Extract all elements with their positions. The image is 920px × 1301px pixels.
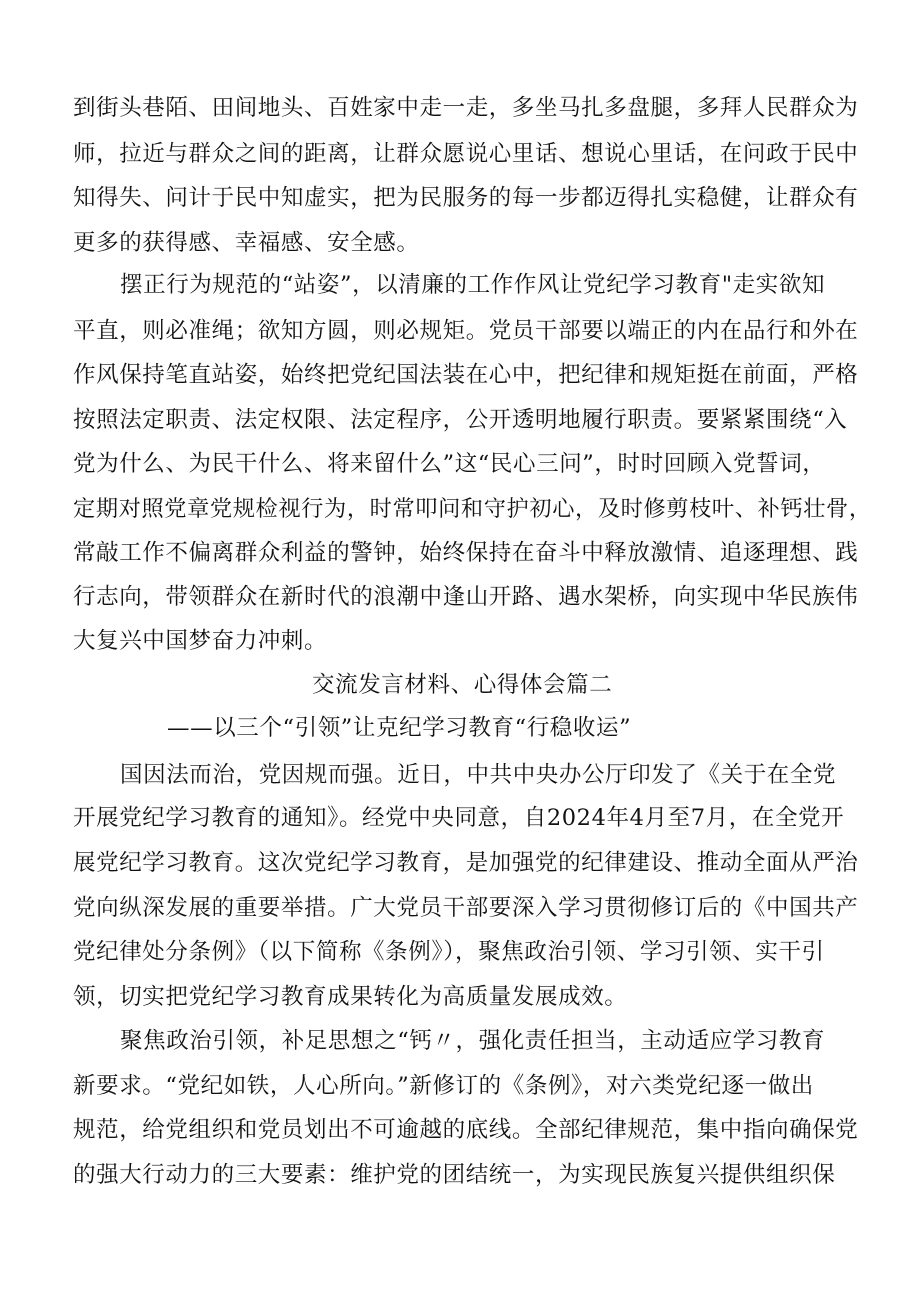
paragraph-2-line-9: 大复兴中国梦奋力冲刺。 (73, 628, 328, 654)
paragraph-4-line-4: 的强大行动力的三大要素：维护党的团结统一，为实现民族复兴提供组织保 (73, 1162, 836, 1188)
paragraph-2-line-8: 行志向，带领群众在新时代的浪潮中逢山开路、遇水架桥，向实现中华民族伟 (73, 584, 859, 610)
paragraph-3-line-2: 开展党纪学习教育的通知》。经党中央同意，自2024年4月至7月，在全党开 (73, 805, 845, 831)
paragraph-2-line-3: 作风保持笔直站姿，始终把党纪国法装在心中，把纪律和规矩挺在前面，严格 (73, 362, 859, 388)
paragraph-2-line-2: 平直，则必准绳；欲知方圆，则必规矩。党员干部要以端正的内在品行和外在 (73, 318, 859, 344)
section-subtitle: ——以三个“引领”让克纪学习教育“行稳收运” (167, 715, 632, 741)
paragraph-1-line-3: 知得失、问计于民中知虚实，把为民服务的每一步都迈得扎实稳健，让群众有 (73, 185, 859, 211)
paragraph-4-line-3: 规范，给党组织和党员划出不可逾越的底线。全部纪律规范，集中指向确保党 (73, 1117, 859, 1143)
paragraph-2-line-6: 定期对照党章党规检视行为，时常叩问和守护初心，及时修剪枝叶、补钙壮骨， (73, 496, 872, 522)
paragraph-1-line-1: 到街头巷陌、田间地头、百姓家中走一走，多坐马扎多盘腿，多拜人民群众为 (73, 95, 859, 121)
paragraph-2-line-5: 党为什么、为民干什么、将来留什么”这“民心三问”，时时回顾入党誓词， (73, 451, 826, 477)
paragraph-1-line-4: 更多的获得感、幸福感、安全感。 (73, 230, 420, 256)
section-title: 交流发言材料、心得体会篇二 (312, 672, 613, 698)
paragraph-3-line-6: 领，切实把党纪学习教育成果转化为高质量发展成效。 (73, 984, 628, 1010)
paragraph-2-line-4: 按照法定职责、法定权限、法定程序，公开透明地履行职责。要紧紧围绕“入 (73, 407, 848, 433)
paragraph-4-line-1: 聚焦政治引领，补足思想之“钙〃，强化责任担当，主动适应学习教育 (120, 1028, 826, 1054)
paragraph-2-line-1: 摆正行为规范的“站姿”，以清廉的工作作风让党纪学习教育"走实欲知 (120, 272, 826, 298)
paragraph-3-line-5: 党纪律处分条例》（以下简称《条例》），聚焦政治引领、学习引领、实干引 (73, 939, 825, 965)
paragraph-3-line-4: 党向纵深发展的重要举措。广大党员干部要深入学习贯彻修订后的《中国共产 (73, 895, 859, 921)
paragraph-4-line-2: 新要求。“党纪如铁，人心所向。”新修订的《条例》，对六类党纪逐一做出 (73, 1073, 814, 1099)
paragraph-3-line-1: 国因法而治，党因规而强。近日，中共中央办公厅印发了《关于在全党 (120, 762, 837, 788)
paragraph-3-line-3: 展党纪学习教育。这次党纪学习教育，是加强党的纪律建设、推动全面从严治 (73, 850, 859, 876)
paragraph-1-line-2: 师，拉近与群众之间的距离，让群众愿说心里话、想说心里话，在问政于民中 (73, 141, 859, 167)
paragraph-2-line-7: 常敲工作不偏离群众利益的警钟，始终保持在奋斗中释放激情、追逐理想、践 (73, 540, 859, 566)
